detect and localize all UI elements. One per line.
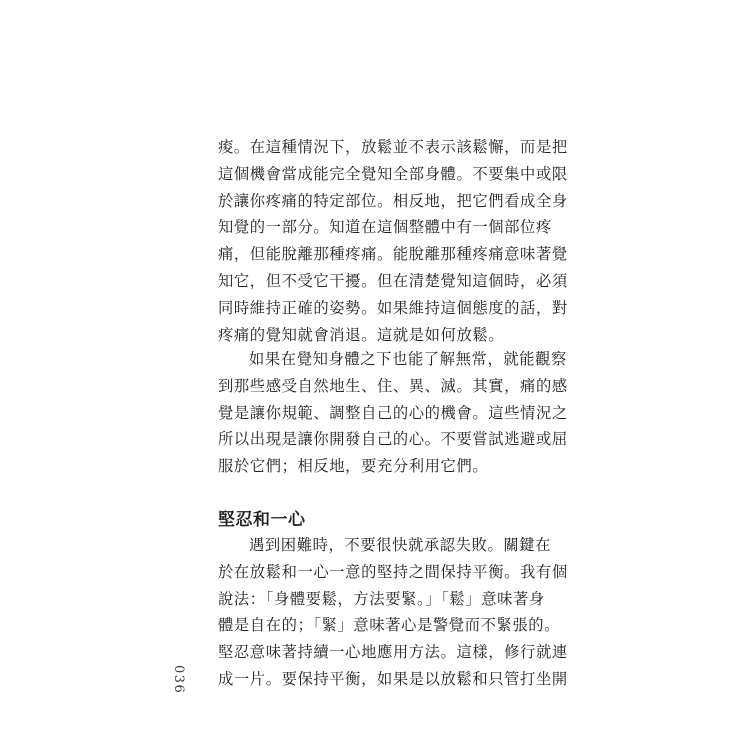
- text-line: 這個機會當成能完全覺知全部身體。不要集中或限: [218, 164, 568, 183]
- text-line: 於讓你疼痛的特定部位。相反地，把它們看成全身: [218, 191, 568, 210]
- text-line: 於在放鬆和一心一意的堅持之間保持平衡。我有個: [218, 562, 568, 581]
- text-line: 疼痛的覺知就會消退。這就是如何放鬆。: [218, 325, 505, 344]
- text-line: 知它，但不受它干擾。但在清楚覺知這個時，必須: [218, 271, 568, 290]
- text-line: 成一片。要保持平衡，如果是以放鬆和只管打坐開: [218, 669, 568, 688]
- page-number: 036: [171, 665, 186, 695]
- text-line: 痠。在這種情況下，放鬆並不表示該鬆懈，而是把: [218, 138, 568, 156]
- text-line: 服於它們；相反地，要充分利用它們。: [218, 457, 489, 476]
- text-line: 說法：「身體要鬆，方法要緊。」「鬆」意味著身: [218, 589, 545, 608]
- text-line: 所以出現是讓你開發自己的心。不要嘗試逃避或屈: [218, 430, 568, 449]
- paragraph-1: [218, 134, 568, 348]
- text-line: 體是自在的；「緊」意味著心是警覺而不緊張的。: [218, 616, 561, 635]
- text-line: 覺是讓你規範、調整自己的心的機會。這些情況之: [218, 403, 568, 422]
- text-line: 遇到困難時，不要很快就承認失敗。關鍵在: [249, 536, 552, 554]
- paragraph-3: [218, 532, 568, 693]
- section-heading: 堅忍和一心: [218, 510, 306, 530]
- text-line: 痛，但能脫離那種疼痛。能脫離那種疼痛意味著覺: [218, 245, 568, 264]
- text-line: 知覺的一部分。知道在這個整體中有一個部位疼: [218, 218, 552, 237]
- text-line: 堅忍意味著持續一心地應用方法。這樣，修行就連: [218, 643, 568, 662]
- paragraph-2: [218, 346, 568, 480]
- text-line: 如果在覺知身體之下也能了解無常，就能觀察: [249, 350, 567, 368]
- text-line: 到那些感受自然地生、住、異、滅。其實，痛的感: [218, 376, 568, 395]
- text-line: 同時維持正確的姿勢。如果維持這個態度的話，對: [218, 298, 568, 317]
